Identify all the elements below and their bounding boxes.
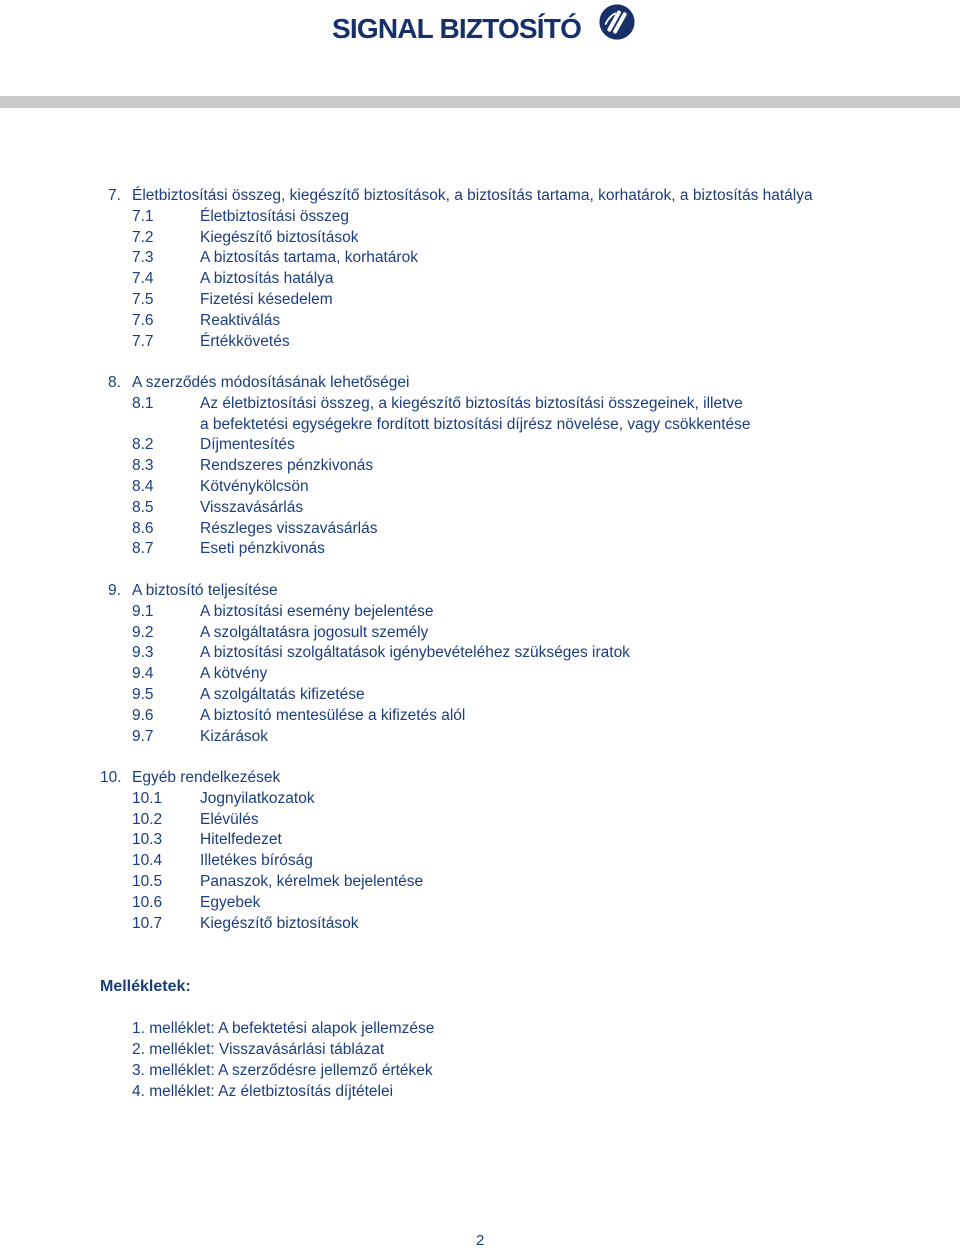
toc-item-text: A szolgáltatásra jogosult személy (200, 623, 429, 641)
section-title: A biztosító teljesítése (132, 582, 278, 599)
toc-item-number: 7.7 (132, 332, 154, 350)
toc-item-number: 7.5 (132, 291, 154, 308)
toc-item-text: A szolgáltatás kifizetése (200, 686, 365, 703)
toc-item-text: Visszavásárlás (200, 498, 304, 516)
toc-item-number: 10.5 (132, 873, 163, 890)
toc-item-number: 9.1 (132, 602, 154, 620)
toc-item-text: A kötvény (200, 665, 268, 683)
page-header (0, 0, 960, 96)
section-title: Életbiztosítási összeg, kiegészítő biztosítások, a biztosítás tartama, korhatárok, a biztosítás hatálya (132, 187, 813, 204)
toc-item-text: A biztosítás hatálya (200, 270, 334, 288)
appendices-title: Mellékletek: (100, 978, 191, 995)
appendix-item: 1. melléklet: A befektetési alapok jellemzése (132, 1020, 435, 1037)
appendix-item: 2. melléklet: Visszavásárlási táblázat (132, 1041, 385, 1058)
appendix-item: 3. melléklet: A szerződésre jellemző értékek (132, 1062, 433, 1079)
section-title: A szerződés módosításának lehetőségei (132, 374, 410, 391)
appendix-item: 4. melléklet: Az életbiztosítás díjtételei (132, 1083, 394, 1100)
toc-item-text: Reaktiválás (200, 311, 281, 329)
section-number: 9. (108, 582, 121, 599)
header-band (0, 96, 960, 108)
toc-item-number: 8.4 (132, 478, 154, 495)
toc-item-text: A biztosítás tartama, korhatárok (200, 249, 418, 267)
toc-item-number: 8.5 (132, 498, 154, 516)
toc-item-text: Kötvénykölcsön (200, 478, 309, 495)
toc-item-text: Életbiztosítási összeg (200, 207, 350, 225)
toc-item-text: A biztosítási esemény bejelentése (200, 602, 434, 620)
toc-item-text: Részleges visszavásárlás (200, 519, 378, 537)
toc-item-number: 7.4 (132, 270, 154, 288)
toc-item-text: Rendszeres pénzkivonás (200, 457, 374, 475)
toc-item-text: Hitelfedezet (200, 831, 282, 849)
toc-item-text: Fizetési késedelem (200, 291, 333, 308)
toc-item-text: Illetékes bíróság (200, 852, 313, 870)
toc-item-text: Elévülés (200, 810, 259, 828)
toc-item-number: 8.2 (132, 436, 154, 454)
toc-item-number: 9.5 (132, 686, 154, 703)
toc-item-number: 10.4 (132, 852, 163, 870)
toc-item-number: 10.3 (132, 831, 163, 849)
toc-item-number: 7.1 (132, 207, 154, 225)
toc-item-number: 9.2 (132, 623, 154, 641)
toc-item-number: 7.2 (132, 228, 154, 246)
toc-item-text: Díjmentesítés (200, 436, 295, 454)
signal-logo-icon (598, 3, 636, 41)
toc-item-number: 10.6 (132, 893, 163, 911)
toc-item-text: Értékkövetés (200, 332, 290, 350)
toc-item-text: A biztosítási szolgáltatások igénybevételéhez szükséges iratok (200, 644, 630, 662)
toc-item-number: 10.7 (132, 914, 163, 932)
toc-item-number: 8.1 (132, 394, 154, 412)
toc-item-number: 9.7 (132, 727, 154, 745)
toc-item-text: Az életbiztosítási összeg, a kiegészítő biztosítás biztosítási összegeinek, illetve (200, 394, 743, 412)
brand-name: SIGNAL BIZTOSÍTÓ (332, 13, 582, 44)
toc-item-number: 8.7 (132, 540, 154, 558)
toc-item-number: 10.1 (132, 789, 163, 807)
toc-item-number: 8.3 (132, 457, 154, 475)
toc-item-number: 10.2 (132, 810, 163, 828)
toc-item-number: 9.4 (132, 665, 154, 683)
toc-item-number: 7.6 (132, 311, 154, 329)
toc-item-text: A biztosító mentesülése a kifizetés alól (200, 706, 466, 724)
section-number: 8. (108, 374, 121, 391)
toc-item-text: Kizárások (200, 727, 269, 745)
section-number: 7. (108, 187, 121, 204)
section-number: 10. (100, 769, 122, 786)
section-title: Egyéb rendelkezések (132, 769, 281, 786)
toc-item-number: 9.6 (132, 706, 154, 724)
toc-item-number: 8.6 (132, 519, 154, 537)
toc-item-number: 7.3 (132, 249, 154, 267)
page-number: 2 (476, 1232, 485, 1249)
toc-item-text: Jognyilatkozatok (200, 789, 315, 807)
toc-item-text: Kiegészítő biztosítások (200, 228, 359, 246)
toc-item-text-continued: a befektetési egységekre fordított biztosítási díjrész növelése, vagy csökkentése (200, 415, 751, 433)
toc-item-text: Egyebek (200, 893, 261, 911)
toc-item-text: Panaszok, kérelmek bejelentése (200, 873, 424, 890)
toc-item-text: Eseti pénzkivonás (200, 540, 325, 558)
toc-item-text: Kiegészítő biztosítások (200, 914, 359, 932)
toc-item-number: 9.3 (132, 644, 154, 662)
